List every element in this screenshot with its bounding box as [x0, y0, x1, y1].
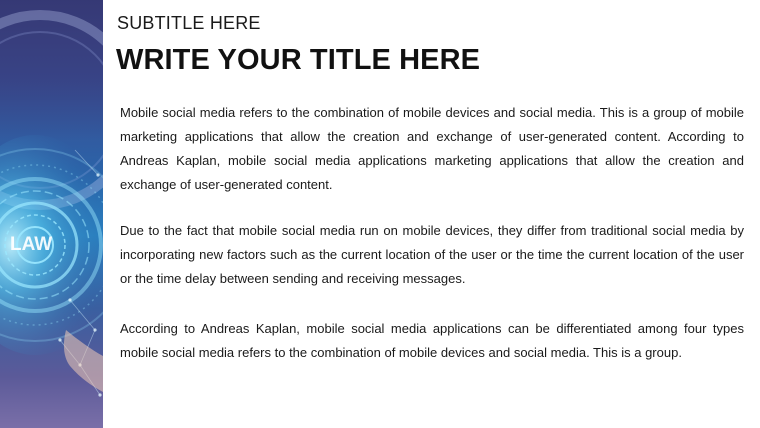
- title: WRITE YOUR TITLE HERE: [116, 44, 481, 76]
- law-label-layer: [0, 0, 103, 428]
- law-label: LAW: [10, 234, 53, 255]
- body-paragraph-3: According to Andreas Kaplan, mobile social media applications can be differentiated among four types mobile social media refers to the combination of mobile devices and social media. This is a group.: [120, 321, 744, 360]
- subtitle: SUBTITLE HERE: [117, 13, 261, 33]
- law-technology-image: [0, 0, 103, 428]
- body-paragraph-2: Due to the fact that mobile social media run on mobile devices, they differ from traditional social media by incorporating new factors such as the current location of the user or the time the current location of the user or the time delay between sending and receiving messages.: [120, 223, 744, 286]
- body-paragraph-1: Mobile social media refers to the combination of mobile devices and social media. This is a group of mobile marketing applications that allow the creation and exchange of user-generated content. According to Andreas Kaplan, mobile social media applications marketing applications that allow the creation and exchange of user-generated content.: [120, 105, 744, 192]
